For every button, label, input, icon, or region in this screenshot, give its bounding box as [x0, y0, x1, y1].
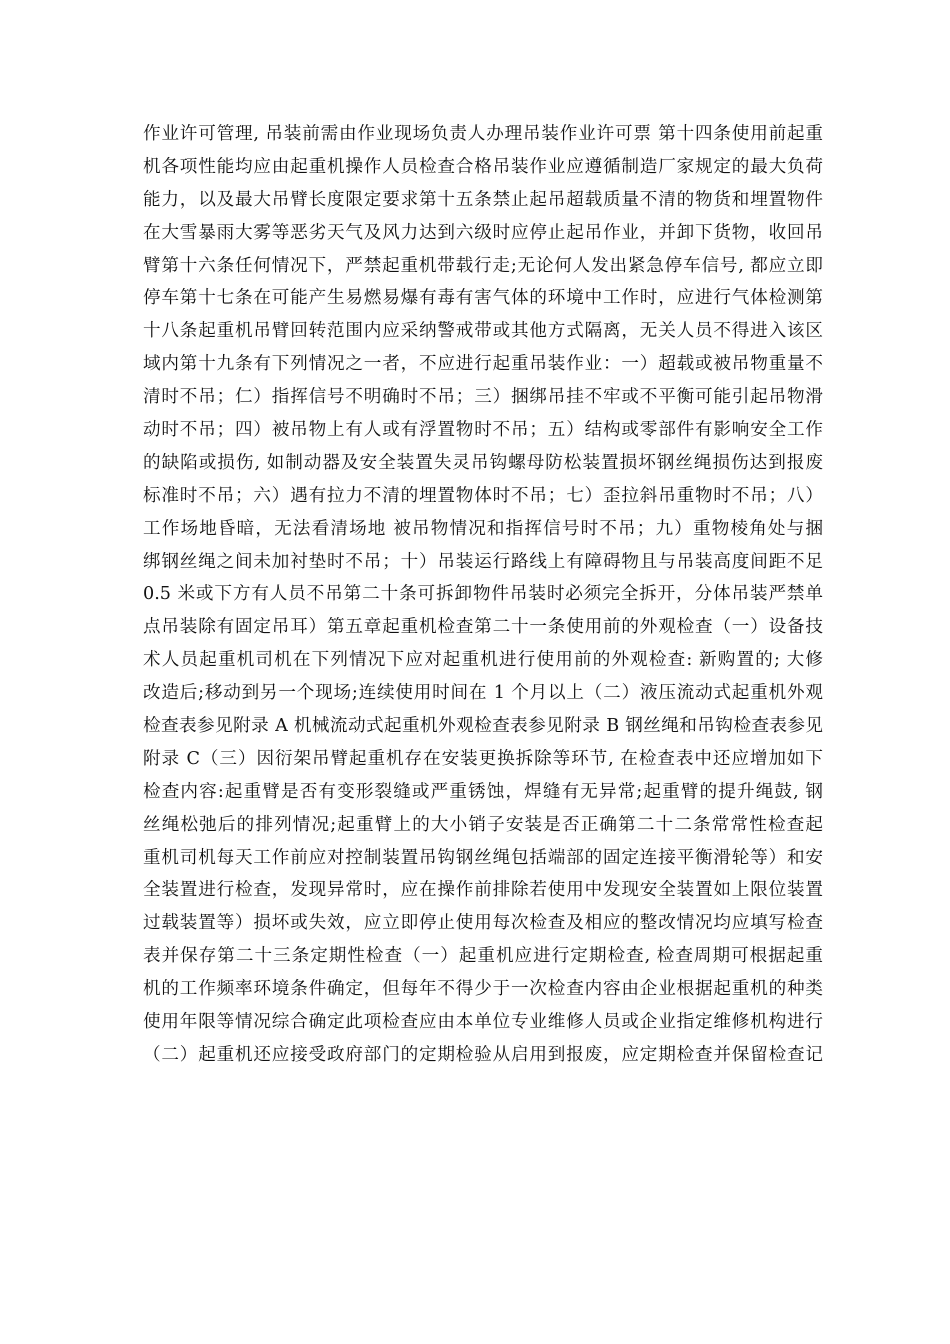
text-line: 重机司机每天工作前应对控制装置吊钩钢丝绳包括端部的固定连接平衡滑轮等）和安: [143, 847, 823, 868]
text-line: 表并保存第二十三条定期性检查（一）起重机应进行定期检查, 检查周期可根据起重: [143, 946, 823, 967]
text-line: 标准时不吊；六）遇有拉力不清的埋置物体时不吊；七）歪拉斜吊重物时不吊；八）: [143, 485, 823, 506]
text-line: 过载装置等）损坏或失效，应立即停止使用每次检查及相应的整改情况均应填写检查: [143, 913, 823, 934]
text-line: 0.5 米或下方有人员不吊第二十条可拆卸物件吊装时必须完全拆开，分体吊装严禁单: [143, 584, 823, 605]
text-line: 附录 C（三）因衍架吊臂起重机存在安装更换拆除等环节, 在检查表中还应增加如下: [143, 748, 823, 769]
text-line: 作业许可管理, 吊装前需由作业现场负责人办理吊装作业许可票 第十四条使用前起重: [143, 124, 823, 144]
text-line: 改造后;移动到另一个现场;连续使用时间在 1 个月以上（二）液压流动式起重机外观: [143, 683, 823, 704]
text-line: （二）起重机还应接受政府部门的定期检验从启用到报废，应定期检查并保留检查记: [143, 1044, 823, 1065]
text-line: 术人员起重机司机在下列情况下应对起重机进行使用前的外观检查: 新购置的; 大修: [143, 650, 823, 671]
text-line: 机各项性能均应由起重机操作人员检查合格吊装作业应遵循制造厂家规定的最大负荷: [143, 156, 823, 177]
text-line: 机的工作频率环境条件确定，但每年不得少于一次检查内容由企业根据起重机的种类: [143, 979, 823, 1000]
text-line: 丝绳松弛后的排列情况;起重臂上的大小销子安装是否正确第二十二条常常性检查起: [143, 814, 823, 835]
text-line: 域内第十九条有下列情况之一者，不应进行起重吊装作业：一）超载或被吊物重量不: [143, 354, 823, 375]
text-line: 动时不吊；四）被吊物上有人或有浮置物时不吊；五）结构或零部件有影响安全工作: [143, 420, 823, 441]
text-line: 清时不吊；仁）指挥信号不明确时不吊；三）捆绑吊挂不牢或不平衡可能引起吊物滑: [143, 387, 823, 408]
text-line: 的缺陷或损伤, 如制动器及安全装置失灵吊钩螺母防松装置损坏钢丝绳损伤达到报废: [143, 452, 823, 473]
text-line: 十八条起重机吊臂回转范围内应采纳警戒带或其他方式隔离，无关人员不得进入该区: [143, 321, 823, 342]
text-line: 臂第十六条任何情况下，严禁起重机带载行走;无论何人发出紧急停车信号, 都应立即: [143, 255, 823, 276]
text-line: 在大雪暴雨大雾等恶劣天气及风力达到六级时应停止起吊作业，并卸下货物，收回吊: [143, 222, 823, 243]
text-line: 检查内容:起重臂是否有变形裂缝或严重锈蚀，焊缝有无异常;起重臂的提升绳鼓, 钢: [143, 781, 823, 802]
text-line: 检查表参见附录 A 机械流动式起重机外观检查表参见附录 B 钢丝绳和吊钩检查表参见: [143, 716, 823, 737]
text-line: 使用年限等情况综合确定此项检查应由本单位专业维修人员或企业指定维修机构进行: [143, 1012, 823, 1033]
text-line: 全装置进行检查，发现异常时，应在操作前排除若使用中发现安全装置如上限位装置: [143, 880, 823, 901]
text-line: 工作场地昏暗，无法看清场地 被吊物情况和指挥信号时不吊；九）重物棱角处与捆: [143, 518, 823, 539]
body-text: [143, 118, 823, 1072]
text-line: 停车第十七条在可能产生易燃易爆有毒有害气体的环境中工作时，应进行气体检测第: [143, 288, 823, 309]
text-line: 能力，以及最大吊臂长度限定要求第十五条禁止起吊超载质量不清的物货和埋置物件: [143, 189, 823, 210]
text-line: 绑钢丝绳之间未加衬垫时不吊；十）吊装运行路线上有障碍物且与吊装高度间距不足: [143, 551, 823, 572]
text-line: 点吊装除有固定吊耳）第五章起重机检查第二十一条使用前的外观检查（一）设备技: [143, 617, 823, 638]
